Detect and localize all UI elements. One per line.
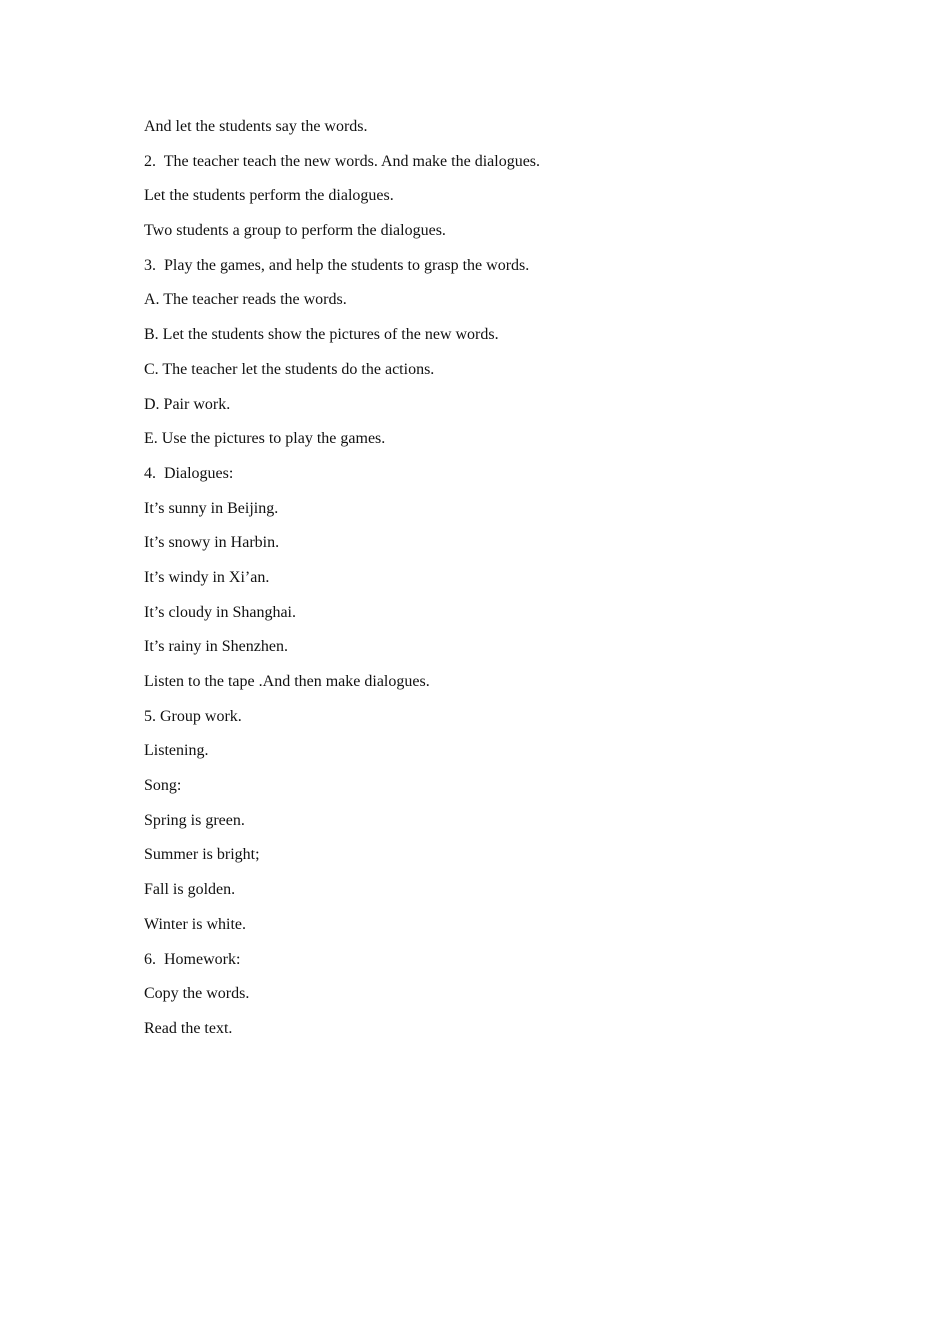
song-line: Spring is green. <box>144 811 245 829</box>
list-item: A. The teacher reads the words. <box>144 291 347 309</box>
dialogue-line: It’s rainy in Shenzhen. <box>144 638 288 656</box>
dialogue-line: It’s sunny in Beijing. <box>144 499 279 517</box>
song-line: Winter is white. <box>144 915 246 933</box>
step-3-heading: 3. Play the games, and help the students to grasp the words. <box>144 256 530 274</box>
song-line: Summer is bright; <box>144 846 260 864</box>
list-item: E. Use the pictures to play the games. <box>144 430 386 448</box>
step-4-heading: 4. Dialogues: <box>144 464 234 482</box>
text-line: Listen to the tape .And then make dialogues. <box>144 673 430 690</box>
text-line: Two students a group to perform the dialogues. <box>144 222 446 240</box>
text-line: Let the students perform the dialogues. <box>144 187 394 205</box>
step-5-heading: 5. Group work. <box>144 707 242 725</box>
document-body <box>144 116 844 1053</box>
song-line: Fall is golden. <box>144 881 236 899</box>
list-item: C. The teacher let the students do the actions. <box>144 360 435 378</box>
step-2-heading: 2. The teacher teach the new words. And make the dialogues. <box>144 152 541 170</box>
dialogue-line: It’s snowy in Harbin. <box>144 534 280 552</box>
text-line: Listening. <box>144 742 209 760</box>
list-item: D. Pair work. <box>144 395 231 413</box>
dialogue-line: It’s windy in Xi’an. <box>144 568 270 586</box>
homework-item: Copy the words. <box>144 985 250 1003</box>
step-6-heading: 6. Homework: <box>144 950 241 968</box>
dialogue-line: It’s cloudy in Shanghai. <box>144 603 296 621</box>
text-line: And let the students say the words. <box>144 118 368 135</box>
list-item: B. Let the students show the pictures of the new words. <box>144 326 499 344</box>
homework-item: Read the text. <box>144 1019 233 1037</box>
song-heading: Song: <box>144 777 182 795</box>
